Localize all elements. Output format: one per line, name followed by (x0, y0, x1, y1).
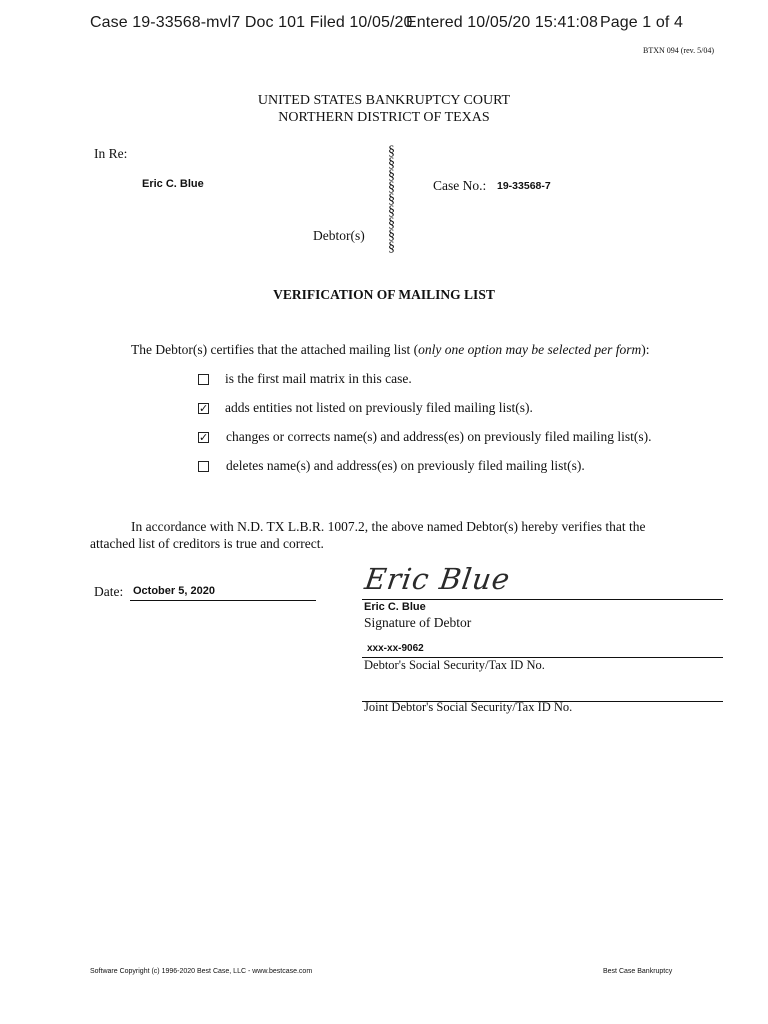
option-deletes-label: deletes name(s) and address(es) on previously filed mailing list(s). (226, 458, 585, 473)
filing-stamp-entered: Entered 10/05/20 15:41:08 (406, 14, 598, 31)
signer-caption: Signature of Debtor (364, 615, 472, 630)
case-no-label: Case No.: (433, 178, 487, 193)
signature-line (362, 599, 723, 600)
option-adds-entities-checkbox[interactable] (198, 403, 209, 414)
signer-name: Eric C. Blue (364, 601, 426, 613)
option-changes-label: changes or corrects name(s) and address(es) on previously filed mailing list(s). (226, 429, 652, 444)
debtor-name: Eric C. Blue (142, 178, 204, 190)
accordance-line-1: In accordance with N.D. TX L.B.R. 1007.2, the above named Debtor(s) hereby verifies that the (131, 519, 646, 534)
handwritten-signature: Eric Blue (362, 562, 513, 596)
section-column: § § § § § § § § § (388, 144, 395, 255)
form-id: BTXN 094 (rev. 5/04) (643, 46, 715, 55)
in-re-label: In Re: (94, 146, 128, 161)
date-label: Date: (94, 584, 124, 599)
filing-stamp-case: Case 19-33568-mvl7 Doc 101 Filed 10/05/20 (90, 14, 413, 31)
option-first-matrix-label: is the first mail matrix in this case. (225, 371, 412, 386)
software-copyright: Software Copyright (c) 1996-2020 Best Case, LLC - www.bestcase.com (90, 968, 313, 975)
ssn-caption: Debtor's Social Security/Tax ID No. (364, 658, 545, 672)
option-adds-entities-label: adds entities not listed on previously filed mailing list(s). (225, 400, 533, 415)
court-district: NORTHERN DISTRICT OF TEXAS (278, 110, 490, 125)
certification-intro: The Debtor(s) certifies that the attached mailing list (only one option may be selected per form): (131, 342, 650, 357)
date-value: October 5, 2020 (133, 585, 215, 597)
court-name: UNITED STATES BANKRUPTCY COURT (257, 93, 511, 108)
ssn-value: xxx-xx-9062 (367, 643, 424, 654)
document-title: VERIFICATION OF MAILING LIST (273, 287, 495, 302)
check-mark-icon: ✓ (199, 431, 209, 444)
option-first-matrix-checkbox[interactable] (198, 374, 209, 385)
date-line (130, 600, 316, 601)
check-mark-icon: ✓ (199, 402, 209, 415)
option-deletes-checkbox[interactable] (198, 461, 209, 472)
joint-ssn-caption: Joint Debtor's Social Security/Tax ID No. (364, 700, 573, 714)
option-changes-checkbox[interactable] (198, 432, 209, 443)
accordance-line-2: attached list of creditors is true and correct. (90, 536, 324, 551)
debtor-label: Debtor(s) (313, 228, 365, 243)
case-no-value: 19-33568-7 (497, 180, 551, 192)
filing-stamp-page: Page 1 of 4 (600, 14, 683, 31)
vendor-name: Best Case Bankruptcy (603, 968, 673, 975)
